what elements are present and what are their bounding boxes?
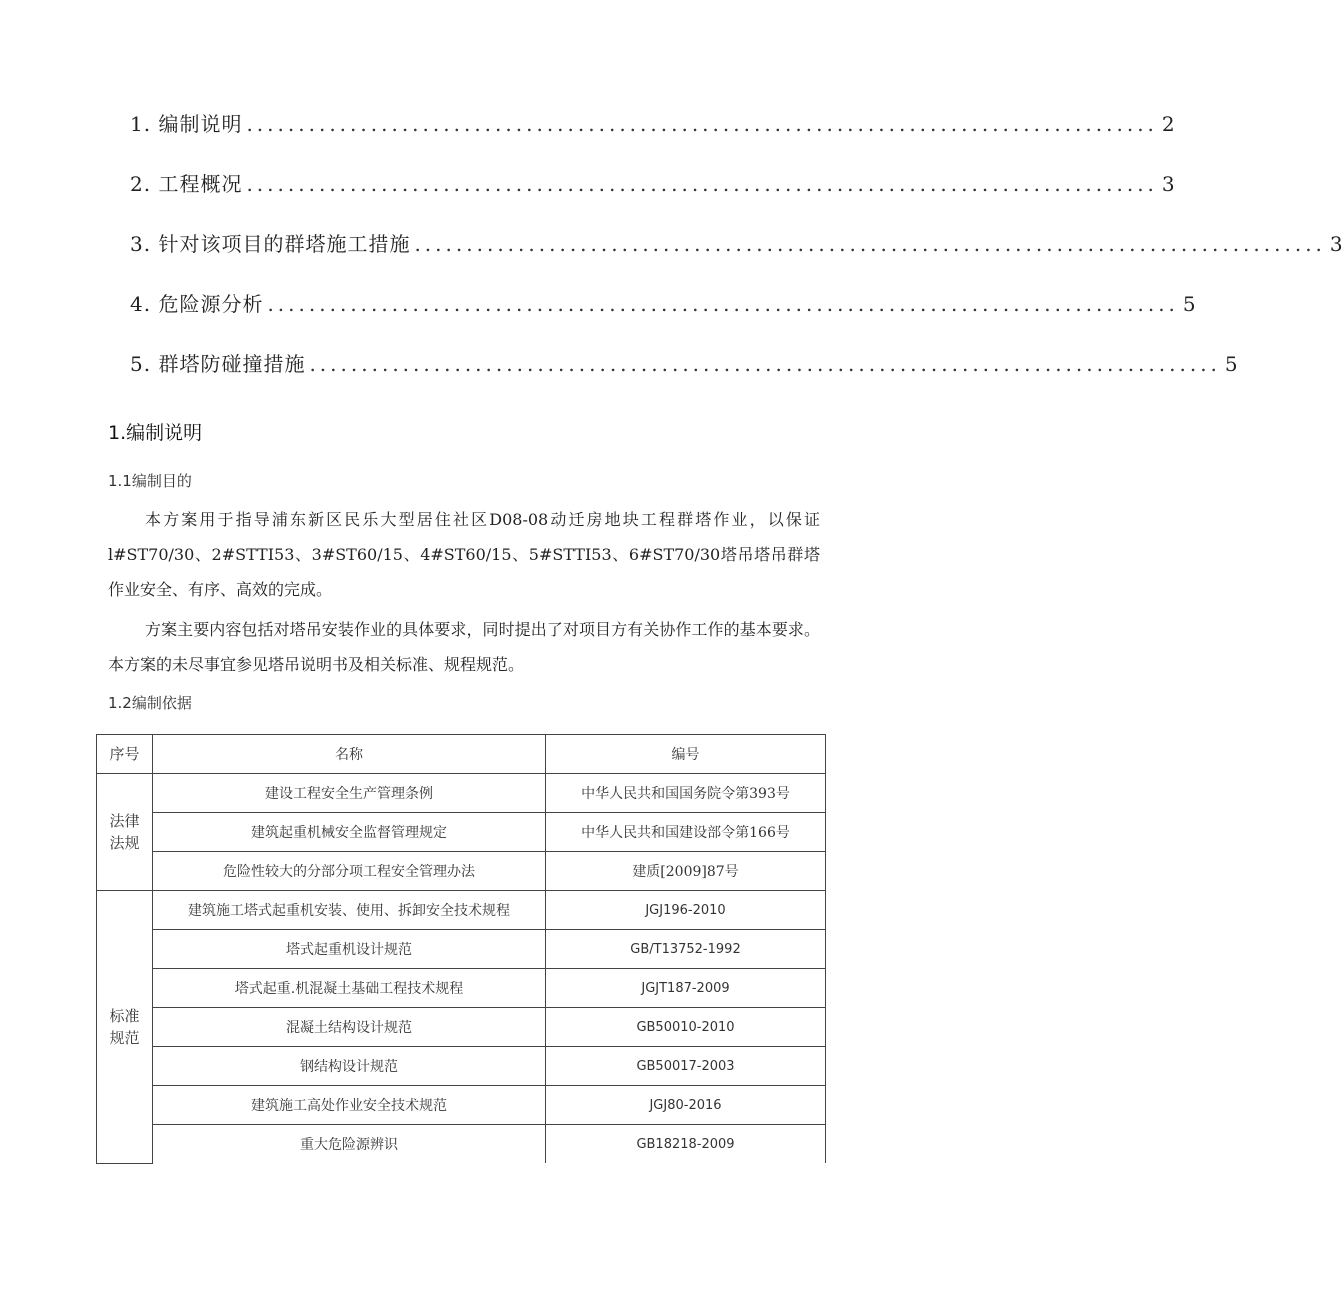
section-title: 1.编制说明 [108,422,203,444]
std-code: GB/T13752-1992 [546,930,826,969]
table-row [97,1086,826,1125]
toc-label: 2. 工程概况 [130,172,243,196]
header-name: 名称 [153,735,546,774]
subsection-title-basis: 1.2编制依据 [108,694,192,712]
paragraph-content: 方案主要内容包括对塔吊安装作业的具体要求，同时提出了对项目方有关协作工作的基本要求。本方案的未尽事宜参见塔吊说明书及相关标准、规程规范。 [108,620,820,674]
std-name: 混凝土结构设计规范 [153,1008,546,1047]
toc-entry[interactable] [130,168,1176,228]
toc-page: 5 [1182,292,1197,316]
table-row [97,891,826,930]
toc-leader: ........................................................................................ [309,352,1221,376]
table-of-contents [130,108,1344,408]
toc-page: 5 [1224,352,1239,376]
toc-label: 3. 针对该项目的群塔施工措施 [130,232,411,256]
category-cell [97,891,153,1164]
toc-leader: ........................................................................................ [267,292,1179,316]
std-name: 钢结构设计规范 [153,1047,546,1086]
std-code: GB50010-2010 [546,1008,826,1047]
toc-page: 3 [1329,232,1344,256]
std-name: 重大危险源辨识 [153,1125,546,1164]
std-name: 建筑施工塔式起重机安装、使用、拆卸安全技术规程 [153,891,546,930]
header-index: 序号 [97,735,153,774]
reg-code: 中华人民共和国建设部令第166号 [546,813,826,852]
table-row [97,774,826,813]
category-label: 法律 法规 [109,812,140,852]
category-label: 标准 规范 [109,1006,140,1047]
std-code: JGJT187-2009 [546,969,826,1008]
table-row [97,852,826,891]
std-name: 建筑施工高处作业安全技术规范 [153,1086,546,1125]
toc-entry[interactable] [130,108,1176,168]
table-row [97,969,826,1008]
std-name: 塔式起重机设计规范 [153,930,546,969]
header-code: 编号 [546,735,826,774]
toc-leader: ........................................................................................ [414,232,1326,256]
reg-name: 建筑起重机械安全监督管理规定 [153,813,546,852]
std-code: JGJ196-2010 [546,891,826,930]
reg-code: 中华人民共和国国务院令第393号 [546,774,826,813]
toc-entry[interactable] [130,228,1344,288]
std-code: GB18218-2009 [546,1125,826,1164]
category-cell [97,774,153,891]
paragraph-purpose: 本方案用于指导浦东新区民乐大型居住社区D08-08动迁房地块工程群塔作业，以保证l#ST70/30、2#STTI53、3#ST60/15、4#ST60/15、5#STTI53、6#ST70/30塔吊塔吊群塔作业安全、有序、高效的完成。 [108,510,820,599]
toc-entry[interactable] [130,288,1197,348]
table-row [97,1125,826,1164]
table-row [97,1008,826,1047]
table-row [97,930,826,969]
reg-code: 建质[2009]87号 [546,852,826,891]
toc-entry[interactable] [130,348,1239,408]
subsection-title-purpose: 1.1编制目的 [108,472,192,490]
reference-table [96,734,826,1164]
toc-label: 5. 群塔防碰撞措施 [130,352,306,376]
std-name: 塔式起重.机混凝土基础工程技术规程 [153,969,546,1008]
table-header-row [97,735,826,774]
std-code: GB50017-2003 [546,1047,826,1086]
toc-page: 2 [1161,112,1176,136]
reg-name: 危险性较大的分部分项工程安全管理办法 [153,852,546,891]
toc-leader: ........................................................................................ [246,172,1158,196]
toc-label: 1. 编制说明 [130,112,243,136]
reg-name: 建设工程安全生产管理条例 [153,774,546,813]
toc-label: 4. 危险源分析 [130,292,264,316]
table-row [97,1047,826,1086]
toc-page: 3 [1161,172,1176,196]
table-row [97,813,826,852]
std-code: JGJ80-2016 [546,1086,826,1125]
toc-leader: ........................................................................................ [246,112,1158,136]
